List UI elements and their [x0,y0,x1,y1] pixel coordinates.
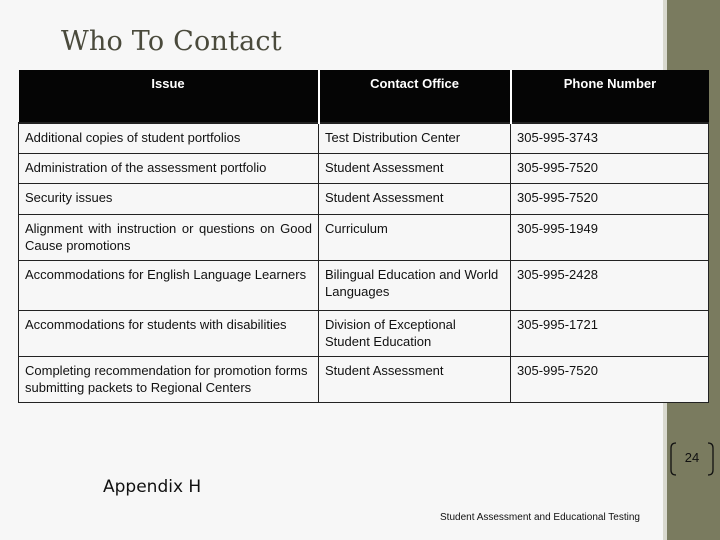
office-cell: Curriculum [319,214,511,260]
table-row [19,153,709,183]
issue-cell: Accommodations for students with disabilities [19,310,319,356]
office-cell: Division of Exceptional Student Education [319,310,511,356]
page-number: 24 [684,450,700,465]
office-cell: Student Assessment [319,356,511,402]
phone-cell: 305-995‐1721 [511,310,709,356]
table-row [19,260,709,310]
table-row [19,183,709,214]
phone-cell: 305-995-1949 [511,214,709,260]
table-row [19,214,709,260]
phone-cell: 305-995‐7520 [511,153,709,183]
table-row [19,123,709,153]
issue-cell: Administration of the assessment portfolio [19,153,319,183]
phone-cell: 305-995‐3743 [511,123,709,153]
issue-cell: Security issues [19,183,319,214]
header-contact-office: Contact Office [319,70,511,123]
contact-table [18,70,709,403]
issue-cell: Alignment with instruction or questions on Good Cause promotions [19,214,319,260]
header-phone-number: Phone Number [511,70,709,123]
issue-cell: Accommodations for English Language Learners [19,260,319,310]
phone-cell: 305-995-2428 [511,260,709,310]
office-cell: Test Distribution Center [319,123,511,153]
phone-cell: 305-995-7520 [511,356,709,402]
office-cell: Student Assessment [319,183,511,214]
issue-cell: Completing recommendation for promotion forms submitting packets to Regional Centers [19,356,319,402]
table-row [19,356,709,402]
footer-text: Student Assessment and Educational Testing [440,512,640,523]
phone-cell: 305-995-7520 [511,183,709,214]
header-issue: Issue [19,70,319,123]
table-row [19,310,709,356]
table-header-row [19,70,709,123]
slide-title: Who To Contact [61,26,282,57]
issue-cell: Additional copies of student portfolios [19,123,319,153]
office-cell: Bilingual Education and World Languages [319,260,511,310]
appendix-label: Appendix H [103,477,202,497]
office-cell: Student Assessment [319,153,511,183]
